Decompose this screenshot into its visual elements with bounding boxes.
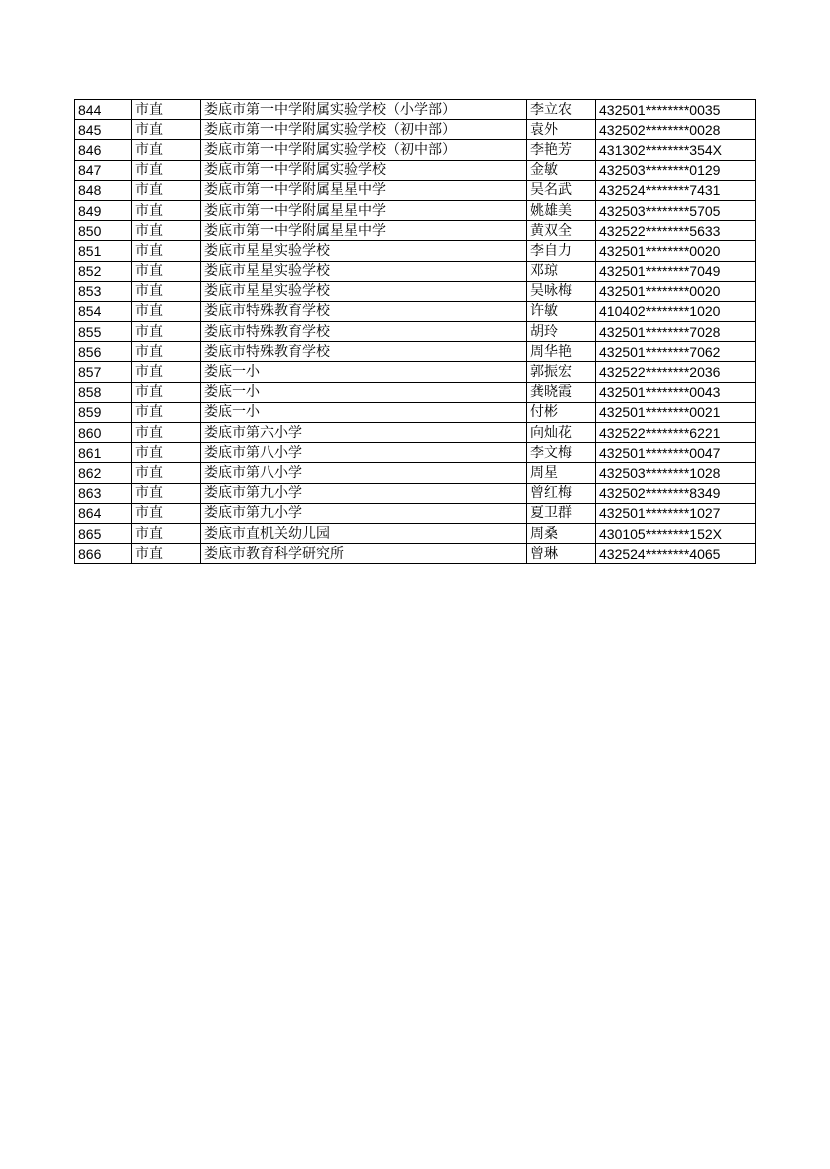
- id-number-cell: 410402********1020: [596, 301, 756, 321]
- school-name-cell: 娄底市特殊教育学校: [201, 322, 527, 342]
- id-number-cell: 432502********8349: [596, 483, 756, 503]
- table-row: [75, 362, 756, 382]
- row-number-cell: 851: [75, 241, 132, 261]
- table-row: [75, 523, 756, 543]
- table-row: [75, 200, 756, 220]
- area-cell: 市直: [132, 180, 201, 200]
- area-cell: 市直: [132, 362, 201, 382]
- table-row: [75, 180, 756, 200]
- school-name-cell: 娄底市第一中学附属实验学校（初中部）: [201, 140, 527, 160]
- row-number-cell: 856: [75, 342, 132, 362]
- row-number-cell: 852: [75, 261, 132, 281]
- person-name-cell: 周星: [527, 463, 596, 483]
- table-row: [75, 100, 756, 120]
- school-name-cell: 娄底市直机关幼儿园: [201, 523, 527, 543]
- school-name-cell: 娄底市星星实验学校: [201, 241, 527, 261]
- roster-table: [74, 99, 756, 564]
- table-row: [75, 423, 756, 443]
- id-number-cell: 432501********0047: [596, 443, 756, 463]
- table-row: [75, 281, 756, 301]
- area-cell: 市直: [132, 281, 201, 301]
- school-name-cell: 娄底一小: [201, 402, 527, 422]
- table-row: [75, 241, 756, 261]
- id-number-cell: 431302********354X: [596, 140, 756, 160]
- table-row: [75, 140, 756, 160]
- person-name-cell: 周桑: [527, 523, 596, 543]
- person-name-cell: 曾红梅: [527, 483, 596, 503]
- table-row: [75, 160, 756, 180]
- id-number-cell: 432524********4065: [596, 544, 756, 564]
- school-name-cell: 娄底一小: [201, 382, 527, 402]
- person-name-cell: 姚雄美: [527, 200, 596, 220]
- id-number-cell: 432501********0035: [596, 100, 756, 120]
- school-name-cell: 娄底市第九小学: [201, 483, 527, 503]
- row-number-cell: 847: [75, 160, 132, 180]
- school-name-cell: 娄底市第一中学附属星星中学: [201, 200, 527, 220]
- area-cell: 市直: [132, 523, 201, 543]
- school-name-cell: 娄底市第六小学: [201, 423, 527, 443]
- row-number-cell: 848: [75, 180, 132, 200]
- person-name-cell: 周华艳: [527, 342, 596, 362]
- area-cell: 市直: [132, 423, 201, 443]
- area-cell: 市直: [132, 402, 201, 422]
- id-number-cell: 432502********0028: [596, 120, 756, 140]
- area-cell: 市直: [132, 443, 201, 463]
- person-name-cell: 吴咏梅: [527, 281, 596, 301]
- row-number-cell: 864: [75, 503, 132, 523]
- table-row: [75, 120, 756, 140]
- person-name-cell: 李艳芳: [527, 140, 596, 160]
- area-cell: 市直: [132, 544, 201, 564]
- id-number-cell: 432501********0020: [596, 281, 756, 301]
- row-number-cell: 862: [75, 463, 132, 483]
- id-number-cell: 432522********5633: [596, 221, 756, 241]
- id-number-cell: 432501********7049: [596, 261, 756, 281]
- id-number-cell: 432501********7028: [596, 322, 756, 342]
- table-row: [75, 544, 756, 564]
- id-number-cell: 432501********0020: [596, 241, 756, 261]
- row-number-cell: 845: [75, 120, 132, 140]
- area-cell: 市直: [132, 200, 201, 220]
- school-name-cell: 娄底市第九小学: [201, 503, 527, 523]
- row-number-cell: 865: [75, 523, 132, 543]
- area-cell: 市直: [132, 503, 201, 523]
- row-number-cell: 863: [75, 483, 132, 503]
- school-name-cell: 娄底市星星实验学校: [201, 281, 527, 301]
- id-number-cell: 432501********0021: [596, 402, 756, 422]
- table-row: [75, 382, 756, 402]
- person-name-cell: 向灿花: [527, 423, 596, 443]
- row-number-cell: 857: [75, 362, 132, 382]
- person-name-cell: 许敏: [527, 301, 596, 321]
- id-number-cell: 432501********0043: [596, 382, 756, 402]
- person-name-cell: 胡玲: [527, 322, 596, 342]
- table-row: [75, 261, 756, 281]
- row-number-cell: 844: [75, 100, 132, 120]
- id-number-cell: 432501********7062: [596, 342, 756, 362]
- area-cell: 市直: [132, 241, 201, 261]
- school-name-cell: 娄底市第一中学附属星星中学: [201, 180, 527, 200]
- table-row: [75, 342, 756, 362]
- area-cell: 市直: [132, 100, 201, 120]
- school-name-cell: 娄底市特殊教育学校: [201, 342, 527, 362]
- id-number-cell: 432503********1028: [596, 463, 756, 483]
- area-cell: 市直: [132, 483, 201, 503]
- table-row: [75, 301, 756, 321]
- table-row: [75, 503, 756, 523]
- id-number-cell: 432524********7431: [596, 180, 756, 200]
- table-row: [75, 443, 756, 463]
- roster-table-body: [75, 100, 756, 564]
- school-name-cell: 娄底市第一中学附属实验学校（小学部）: [201, 100, 527, 120]
- area-cell: 市直: [132, 322, 201, 342]
- person-name-cell: 郭振宏: [527, 362, 596, 382]
- table-row: [75, 483, 756, 503]
- school-name-cell: 娄底市特殊教育学校: [201, 301, 527, 321]
- area-cell: 市直: [132, 221, 201, 241]
- person-name-cell: 付彬: [527, 402, 596, 422]
- school-name-cell: 娄底市教育科学研究所: [201, 544, 527, 564]
- person-name-cell: 金敏: [527, 160, 596, 180]
- person-name-cell: 袁外: [527, 120, 596, 140]
- area-cell: 市直: [132, 463, 201, 483]
- id-number-cell: 432522********2036: [596, 362, 756, 382]
- table-row: [75, 463, 756, 483]
- row-number-cell: 846: [75, 140, 132, 160]
- row-number-cell: 855: [75, 322, 132, 342]
- row-number-cell: 860: [75, 423, 132, 443]
- school-name-cell: 娄底市第一中学附属实验学校（初中部）: [201, 120, 527, 140]
- person-name-cell: 李文梅: [527, 443, 596, 463]
- school-name-cell: 娄底市第八小学: [201, 463, 527, 483]
- table-row: [75, 221, 756, 241]
- id-number-cell: 432501********1027: [596, 503, 756, 523]
- row-number-cell: 866: [75, 544, 132, 564]
- table-row: [75, 322, 756, 342]
- row-number-cell: 849: [75, 200, 132, 220]
- row-number-cell: 859: [75, 402, 132, 422]
- person-name-cell: 李立农: [527, 100, 596, 120]
- school-name-cell: 娄底市星星实验学校: [201, 261, 527, 281]
- school-name-cell: 娄底市第一中学附属实验学校: [201, 160, 527, 180]
- person-name-cell: 龚晓霞: [527, 382, 596, 402]
- id-number-cell: 432522********6221: [596, 423, 756, 443]
- id-number-cell: 430105********152X: [596, 523, 756, 543]
- row-number-cell: 850: [75, 221, 132, 241]
- row-number-cell: 854: [75, 301, 132, 321]
- area-cell: 市直: [132, 301, 201, 321]
- person-name-cell: 邓琼: [527, 261, 596, 281]
- area-cell: 市直: [132, 160, 201, 180]
- area-cell: 市直: [132, 120, 201, 140]
- school-name-cell: 娄底市第一中学附属星星中学: [201, 221, 527, 241]
- area-cell: 市直: [132, 140, 201, 160]
- school-name-cell: 娄底一小: [201, 362, 527, 382]
- area-cell: 市直: [132, 342, 201, 362]
- area-cell: 市直: [132, 382, 201, 402]
- table-row: [75, 402, 756, 422]
- area-cell: 市直: [132, 261, 201, 281]
- school-name-cell: 娄底市第八小学: [201, 443, 527, 463]
- row-number-cell: 861: [75, 443, 132, 463]
- row-number-cell: 858: [75, 382, 132, 402]
- person-name-cell: 夏卫群: [527, 503, 596, 523]
- person-name-cell: 黄双全: [527, 221, 596, 241]
- row-number-cell: 853: [75, 281, 132, 301]
- person-name-cell: 吴名武: [527, 180, 596, 200]
- id-number-cell: 432503********0129: [596, 160, 756, 180]
- person-name-cell: 曾琳: [527, 544, 596, 564]
- person-name-cell: 李自力: [527, 241, 596, 261]
- id-number-cell: 432503********5705: [596, 200, 756, 220]
